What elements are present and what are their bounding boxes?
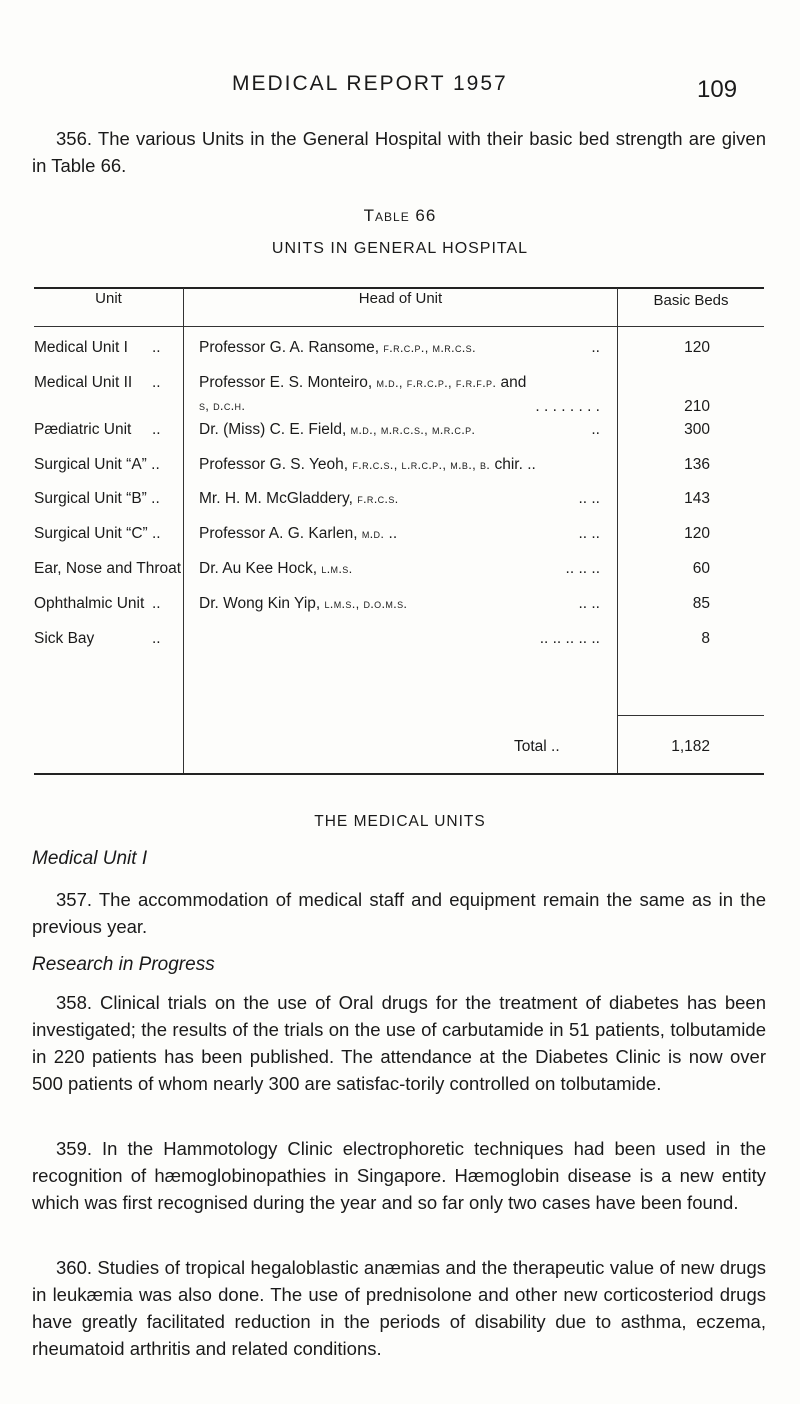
head-name: Dr. Au Kee Hock, [199, 560, 322, 577]
table-cell-beds: 300 [684, 421, 710, 438]
dot-leader: .. [152, 374, 161, 391]
subheading-research: Research in Progress [32, 954, 215, 975]
running-title: MEDICAL REPORT 1957 [232, 72, 508, 95]
table-cell-head [199, 560, 353, 578]
total-beds: 1,182 [671, 738, 710, 755]
head-qualifications: m.d., f.r.c.p., f.r.f.p. [376, 375, 497, 390]
table-cell-unit: Sick Bay [34, 630, 95, 647]
head-tail: .. [384, 525, 398, 542]
head-qualifications: f.r.c.s. [357, 491, 399, 506]
head-qualifications: l.m.s. [321, 561, 353, 576]
table-cell-unit: Surgical Unit “A” .. [34, 456, 160, 473]
table-cell-unit: Ophthalmic Unit [34, 595, 145, 612]
dot-leader: .. [152, 595, 161, 612]
table-cell-unit: Ear, Nose and Throat [34, 560, 182, 577]
table-cell-head [199, 595, 407, 613]
head-tail: chir. .. [490, 456, 536, 473]
dot-leader: .. .. [578, 525, 600, 542]
table-title: UNITS IN GENERAL HOSPITAL [271, 240, 529, 257]
column-header-unit: Unit [95, 290, 122, 307]
head-tail: and [496, 374, 527, 391]
dot-leader: .. .. [578, 595, 600, 612]
head-name: Professor E. S. Monteiro, [199, 374, 377, 391]
paragraph-358: 358. Clinical trials on the use of Oral drugs for the treatment of diabetes has been investigated; the results of the trials on the use of carbutamide in 51 patients, tolbutamide in 220 patients has been published. The attendance at the Diabetes Clinic is now over 500 patients of whom nearly 300 are satisfac-torily controlled on tolbutamide. [32, 992, 766, 1094]
table-cell-unit: Surgical Unit “B” .. [34, 490, 160, 507]
table-cell-beds: 8 [701, 630, 710, 647]
table-top-rule [34, 287, 764, 289]
table-cell-beds: 210 [684, 398, 710, 415]
head-name: Professor G. A. Ransome, [199, 339, 384, 356]
dot-leader: .. .. .. .. .. [539, 630, 600, 647]
table-cell-head [199, 374, 526, 392]
table-cell-head [199, 456, 536, 474]
table-cell-unit: Surgical Unit “C” .. [34, 525, 161, 542]
dot-leader: .. [591, 421, 600, 438]
dot-leader: .. [591, 339, 600, 356]
section-title: THE MEDICAL UNITS [314, 813, 486, 830]
head-qualifications: f.r.c.s., l.r.c.p., m.b., b. [352, 457, 491, 472]
table-cell-beds: 120 [684, 339, 710, 356]
head-qualifications: f.r.c.p., m.r.c.s. [383, 340, 476, 355]
table-bottom-rule [34, 773, 764, 775]
dot-leader: .. .. [578, 490, 600, 507]
table-cell-beds: 120 [684, 525, 710, 542]
table-header-rule [34, 326, 764, 327]
total-label: Total .. [514, 738, 560, 755]
table-cell-head [199, 490, 399, 508]
paragraph-360: 360. Studies of tropical hegaloblastic anæmias and the therapeutic value of new drugs in leukæmia was also done. The use of prednisolone and other new corticosteriod drugs have greatly facilitated reduction in the periods of disability due to asthma, eczema, rheumatoid arthritis and related conditions. [32, 1257, 766, 1359]
head-name: Dr. Wong Kin Yip, [199, 595, 325, 612]
column-divider-2 [617, 288, 618, 773]
table-cell-head [199, 339, 476, 357]
table-cell-unit: Medical Unit II [34, 374, 133, 391]
table-cell-beds: 143 [684, 490, 710, 507]
table-cell-head [199, 421, 475, 439]
paragraph-359: 359. In the Hammotology Clinic electrophoretic techniques had been used in the recognition of hæmoglobinopathies in Singapore. Hæmoglobin disease is a new entity which was first recognised during the year and so far only two cases have been found. [32, 1138, 766, 1213]
paragraph-356: 356. The various Units in the General Hospital with their basic bed strength are given in Table 66. [32, 128, 766, 176]
head-qualifications: m.d., m.r.c.s., m.r.c.p. [350, 422, 476, 437]
table-cell-unit: Pædiatric Unit [34, 421, 132, 438]
total-rule [618, 715, 764, 716]
head-name: Professor G. S. Yeoh, [199, 456, 353, 473]
dot-leader: .. [152, 630, 161, 647]
table-cell-head [199, 525, 397, 543]
dot-leader: . . . . . . . . [535, 398, 600, 415]
table-label: Table 66 [363, 206, 437, 225]
paragraph-357: 357. The accommodation of medical staff and equipment remain the same as in the previous year. [32, 889, 766, 937]
dot-leader: .. [152, 421, 161, 438]
head-qualifications-continued: s, d.c.h. [199, 398, 246, 413]
table-cell-unit: Medical Unit I [34, 339, 128, 356]
head-name: Professor A. G. Karlen, [199, 525, 362, 542]
dot-leader: .. .. .. [565, 560, 600, 577]
dot-leader: .. [152, 339, 161, 356]
column-header-head: Head of Unit [358, 290, 443, 307]
table-cell-beds: 136 [684, 456, 710, 473]
head-name: Dr. (Miss) C. E. Field, [199, 421, 351, 438]
subheading-medical-unit-1: Medical Unit I [32, 848, 148, 869]
column-divider-1 [183, 288, 184, 773]
head-qualifications: l.m.s., d.o.m.s. [324, 596, 408, 611]
table-cell-beds: 60 [692, 560, 710, 577]
page-number: 109 [697, 76, 738, 103]
column-header-beds: Basic Beds [653, 292, 729, 309]
head-name: Mr. H. M. McGladdery, [199, 490, 358, 507]
head-qualifications: m.d. [361, 526, 385, 541]
table-cell-beds: 85 [692, 595, 710, 612]
